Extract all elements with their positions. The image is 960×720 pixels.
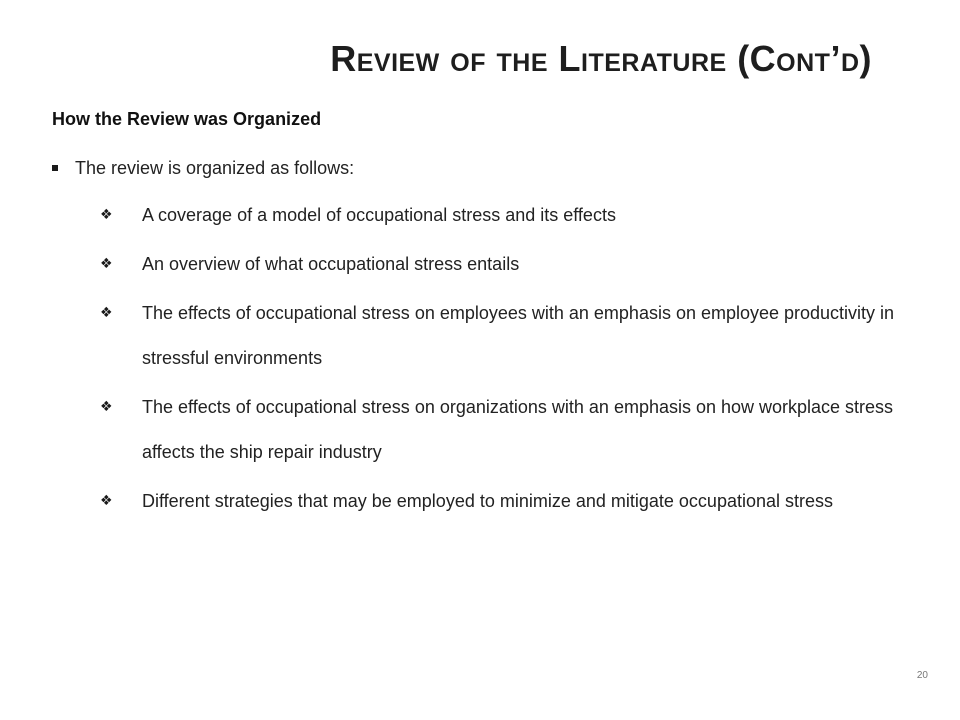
section-heading: How the Review was Organized	[52, 109, 322, 129]
sub-bullet-text: An overview of what occupational stress entails	[142, 254, 520, 274]
bullet-item	[52, 156, 912, 180]
four-diamond-bullet-icon: ❖	[100, 305, 113, 321]
sub-bullet-list	[100, 193, 900, 528]
sub-bullet-item	[100, 193, 900, 238]
slide-title: Review of the Literature (Cont’d)	[330, 38, 872, 79]
sub-bullet-item	[100, 385, 900, 475]
four-diamond-bullet-icon: ❖	[100, 399, 113, 415]
sub-bullet-text: Different strategies that may be employed to minimize and mitigate occupational stress	[142, 491, 834, 511]
bullet-text: The review is organized as follows:	[75, 158, 355, 178]
sub-bullet-item	[100, 479, 900, 524]
square-bullet-icon	[52, 165, 58, 171]
sub-bullet-item	[100, 291, 900, 381]
sub-bullet-text: The effects of occupational stress on employees with an emphasis on employee productivity in stressful environments	[142, 303, 895, 368]
four-diamond-bullet-icon: ❖	[100, 493, 113, 509]
sub-bullet-item	[100, 242, 900, 287]
sub-bullet-text: The effects of occupational stress on organizations with an emphasis on how workplace stress affects the ship repair industry	[142, 397, 894, 462]
sub-bullet-text: A coverage of a model of occupational stress and its effects	[142, 205, 616, 225]
page-number: 20	[916, 670, 928, 681]
four-diamond-bullet-icon: ❖	[100, 256, 113, 272]
four-diamond-bullet-icon: ❖	[100, 207, 113, 223]
